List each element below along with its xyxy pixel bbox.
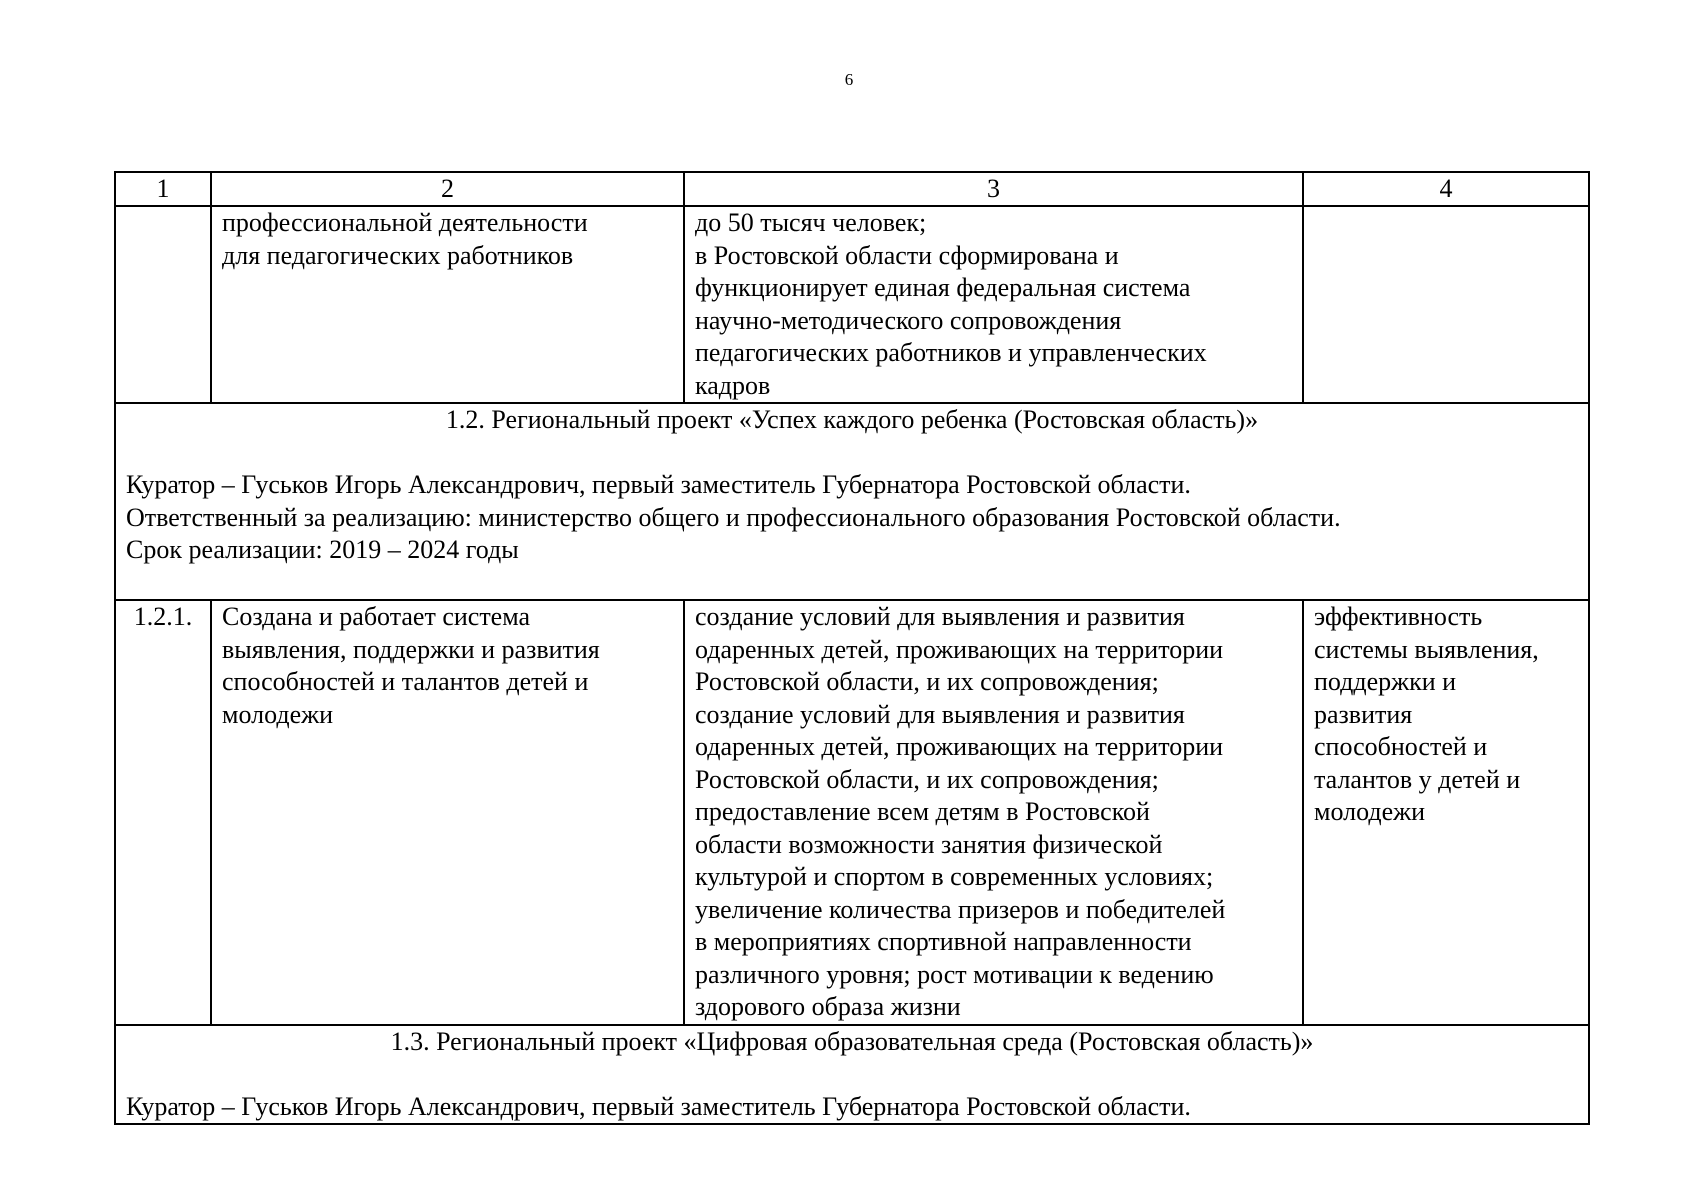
section-row-1-3 [115, 1025, 1589, 1125]
expected-result-cell [684, 600, 1303, 1025]
cell-line: эффективность [1314, 602, 1483, 631]
document-table [114, 171, 1590, 1125]
page-number: 6 [844, 70, 854, 89]
cell-line: увеличение количества призеров и победителей [695, 894, 1226, 924]
cell-line: молодежи [222, 699, 333, 729]
cell-line: педагогических работников и управленческих [695, 338, 1207, 367]
header-cell-1: 1 [115, 172, 211, 206]
cell-line: до 50 тысяч человек; [695, 208, 927, 237]
event-name-cell [211, 206, 684, 403]
cell-line: в Ростовской области сформирована и [695, 240, 1119, 270]
cell-line: поддержки и [1314, 667, 1457, 696]
blank-line [126, 1058, 1578, 1091]
cell-line: способностей и талантов детей и [222, 667, 589, 696]
cell-line: культурой и спортом в современных условиях; [695, 862, 1214, 891]
event-name-cell [211, 600, 684, 1025]
row-number-cell [115, 206, 211, 403]
cell-line: создание условий для выявления и развития [695, 699, 1185, 729]
cell-line: Создана и работает система [222, 602, 531, 631]
section-responsible: Ответственный за реализацию: министерство общего и профессионального образования Ростовской области. [126, 502, 1341, 532]
cell-line: одаренных детей, проживающих на территории [695, 732, 1224, 761]
section-cell [115, 1025, 1589, 1125]
cell-line: выявления, поддержки и развития [222, 634, 600, 664]
cell-line: системы выявления, [1314, 634, 1539, 664]
cell-line: одаренных детей, проживающих на территории [695, 634, 1224, 664]
cell-line: развития [1314, 699, 1413, 729]
cell-line: различного уровня; рост мотивации к ведению [695, 959, 1214, 989]
cell-line: Ростовской области, и их сопровождения; [695, 764, 1159, 794]
section-title: 1.2. Региональный проект «Успех каждого ребенка (Ростовская область)» [445, 405, 1259, 434]
cell-line: способностей и [1314, 732, 1488, 761]
cell-line: функционирует единая федеральная система [695, 273, 1191, 302]
cell-line: молодежи [1314, 797, 1425, 826]
indicator-cell [1303, 600, 1589, 1025]
section-title: 1.3. Региональный проект «Цифровая образовательная среда (Ростовская область)» [390, 1026, 1314, 1056]
cell-line: профессиональной деятельности [222, 208, 588, 237]
cell-line: здорового образа жизни [695, 992, 961, 1021]
cell-line: в мероприятиях спортивной направленности [695, 927, 1192, 956]
section-period: Срок реализации: 2019 – 2024 годы [126, 535, 519, 564]
header-cell-3: 3 [684, 172, 1303, 206]
cell-line: кадров [695, 370, 771, 400]
header-cell-2: 2 [211, 172, 684, 206]
row-number-cell: 1.2.1. [115, 600, 211, 1025]
cell-line: области возможности занятия физической [695, 829, 1163, 859]
expected-result-cell [684, 206, 1303, 403]
table-row-continuation [115, 206, 1589, 403]
cell-line: для педагогических работников [222, 240, 574, 270]
header-cell-4: 4 [1303, 172, 1589, 206]
cell-line: создание условий для выявления и развития [695, 602, 1185, 631]
section-row-1-2 [115, 403, 1589, 600]
cell-line: талантов у детей и [1314, 764, 1521, 794]
section-curator: Куратор – Гуськов Игорь Александрович, первый заместитель Губернатора Ростовской области. [126, 470, 1191, 499]
blank-line [126, 437, 1578, 470]
table-row-1-2-1 [115, 600, 1589, 1025]
cell-line: Ростовской области, и их сопровождения; [695, 667, 1159, 696]
section-cell [115, 403, 1589, 600]
indicator-cell [1303, 206, 1589, 403]
cell-line: предоставление всем детям в Ростовской [695, 797, 1150, 826]
table-header-row [115, 172, 1589, 206]
cell-line: научно-методического сопровождения [695, 305, 1122, 335]
section-curator: Куратор – Гуськов Игорь Александрович, первый заместитель Губернатора Ростовской области. [126, 1091, 1191, 1121]
